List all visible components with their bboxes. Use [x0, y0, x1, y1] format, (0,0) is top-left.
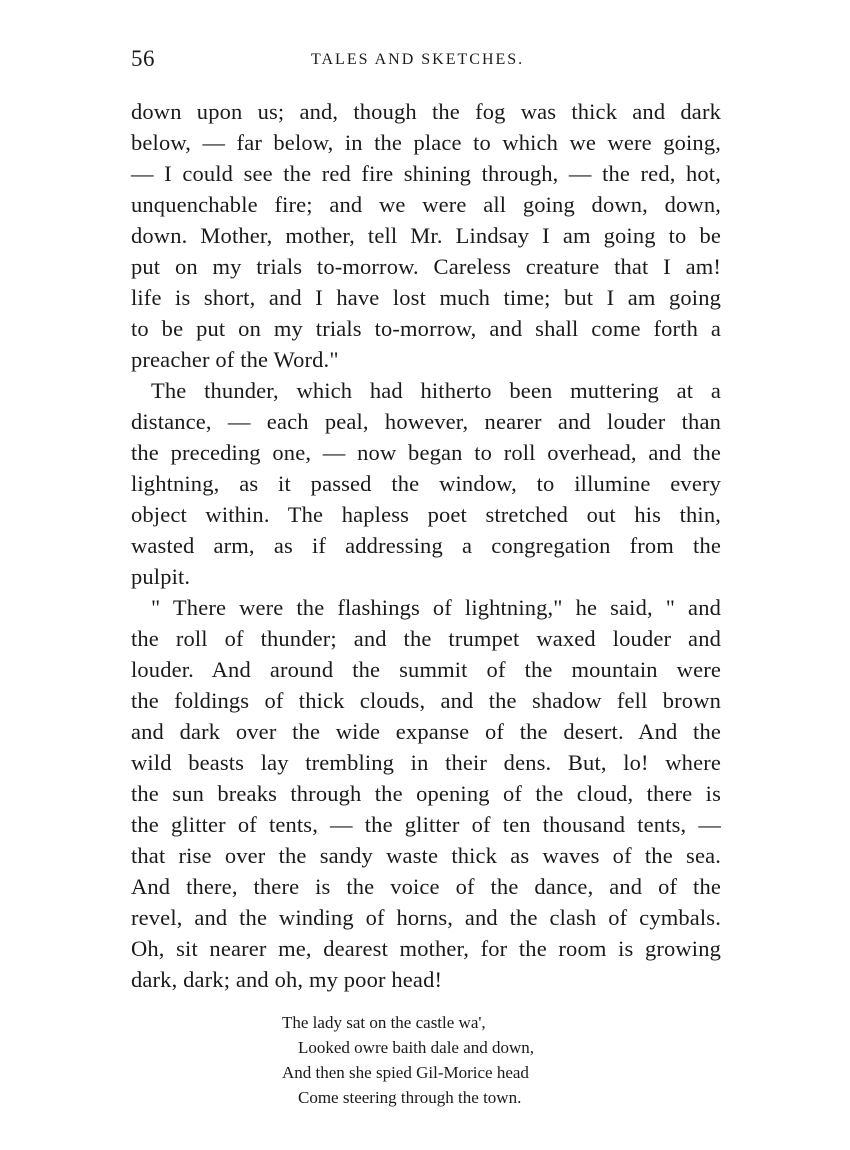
text-line: object within. The hapless poet stretched out his thin, — [131, 502, 721, 527]
text-line: unquenchable fire; and we were all going down, down, — [131, 192, 721, 217]
text-line: to be put on my trials to-morrow, and shall come forth a — [131, 316, 721, 341]
text-line: wasted arm, as if addressing a congregation from the — [131, 533, 721, 558]
text-line: " There were the flashings of lightning," he said, " and — [151, 595, 721, 620]
text-line: put on my trials to-morrow. Careless creature that I am! — [131, 254, 721, 279]
text-line: life is short, and I have lost much time; but I am going — [131, 285, 721, 310]
verse-line: The lady sat on the castle wa', — [282, 1013, 486, 1032]
text-line: louder. And around the summit of the mountain were — [131, 657, 721, 682]
verse-line: Come steering through the town. — [298, 1088, 522, 1107]
text-line: distance, — each peal, however, nearer and louder than — [131, 409, 721, 434]
text-line: down. Mother, mother, tell Mr. Lindsay I am going to be — [131, 223, 721, 248]
text-line: down upon us; and, though the fog was thick and dark — [131, 99, 721, 124]
text-line: Oh, sit nearer me, dearest mother, for the room is growing — [131, 936, 721, 961]
text-line: that rise over the sandy waste thick as waves of the sea. — [131, 843, 721, 868]
page-number: 56 — [131, 46, 155, 71]
text-line: the preceding one, — now began to roll overhead, and the — [131, 440, 721, 465]
text-line: preacher of the Word." — [131, 347, 339, 372]
text-line: and dark over the wide expanse of the desert. And the — [131, 719, 721, 744]
text-line: the sun breaks through the opening of the cloud, there is — [131, 781, 721, 806]
text-line: The thunder, which had hitherto been muttering at a — [151, 378, 721, 403]
text-line: the glitter of tents, — the glitter of ten thousand tents, — — [131, 812, 721, 837]
text-line: lightning, as it passed the window, to illumine every — [131, 471, 721, 496]
text-line: pulpit. — [131, 564, 191, 589]
verse-quotation — [282, 1010, 622, 1110]
running-title: TALES AND SKETCHES. — [311, 51, 525, 68]
text-line: revel, and the winding of horns, and the clash of cymbals. — [131, 905, 721, 930]
text-line: the foldings of thick clouds, and the shadow fell brown — [131, 688, 721, 713]
text-line: wild beasts lay trembling in their dens. But, lo! where — [131, 750, 721, 775]
verse-line: Looked owre baith dale and down, — [298, 1038, 535, 1057]
text-line: And there, there is the voice of the dance, and of the — [131, 874, 721, 899]
text-line: below, — far below, in the place to which we were going, — [131, 130, 721, 155]
text-line: the roll of thunder; and the trumpet waxed louder and — [131, 626, 721, 651]
running-head — [131, 46, 721, 76]
verse-line: And then she spied Gil-Morice head — [282, 1063, 529, 1082]
text-line: dark, dark; and oh, my poor head! — [131, 967, 443, 992]
body-text — [131, 96, 721, 995]
text-line: — I could see the red fire shining through, — the red, hot, — [131, 161, 721, 186]
